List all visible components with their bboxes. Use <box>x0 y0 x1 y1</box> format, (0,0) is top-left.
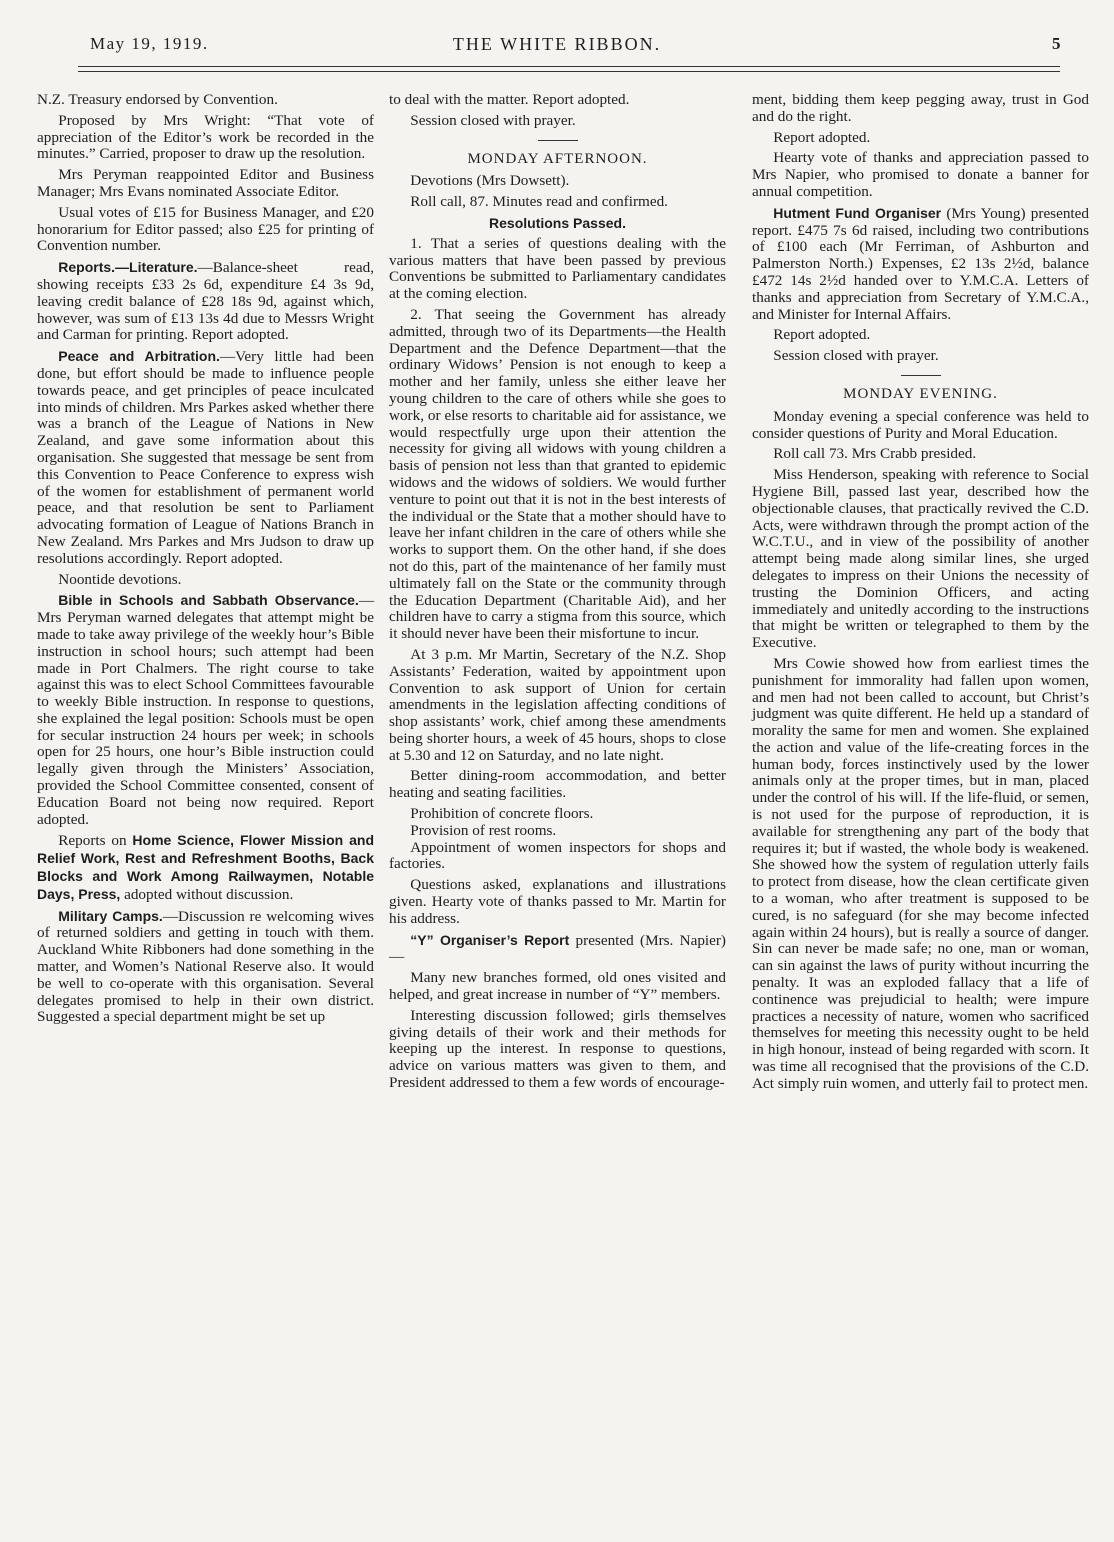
column-1 <box>37 92 374 1030</box>
section-divider <box>901 375 941 376</box>
paragraph: ment, bidding them keep pegging away, trust in God and do the right. <box>752 91 1089 125</box>
paragraph: Roll call, 87. Minutes read and confirmed. <box>410 193 668 211</box>
paragraph: N.Z. Treasury endorsed by Convention. <box>37 91 278 108</box>
paragraph: Mrs Peryman reappointed Editor and Business Manager; Mrs Evans nominated Associate Editor. <box>37 166 374 200</box>
column-2 <box>389 92 726 1096</box>
run-in-heading: Bible in Schools and Sabbath Observance. <box>58 592 359 609</box>
paragraph-text: adopted without discussion. <box>120 885 294 903</box>
header-rule-2 <box>78 71 1060 72</box>
paragraph: Interesting discussion followed; girls themselves giving details of their work and their methods for keeping up the interest. In response to questions, advice on various matters was given to them, and President addressed to them a few words of encourage- <box>389 1006 726 1092</box>
paragraph: Monday evening a special conference was held to consider questions of Purity and Moral Education. <box>752 407 1089 442</box>
section-heading: MONDAY AFTERNOON. <box>467 150 648 167</box>
run-in-heading: Military Camps. <box>58 907 163 924</box>
paragraph: Proposed by Mrs Wright: “That vote of appreciation of the Editor’s work be recorded in the minutes.” Carried, proposer to draw up the resolution. <box>37 111 374 163</box>
paragraph <box>389 932 726 967</box>
paragraph: Mrs Cowie showed how from earliest times the punishment for immorality had fallen upon women, and men had not been called to account, but Christ’s judgment was quite different. He held up a standard of morality the same for men and women. She explained the action and value of the life-creating forces in the human body, forces instinctively used by the lower animals only at the proper times, but in man, placed under the control of his will. If the life-fluid, or semen, is not used for the purpose of reproduction, it is available for strengthening any part of the body that requires it; but if wasted, the whole body is weakened. She showed how the system of regulation utterly fails to protect from disease, how the clean certificate given to a woman, who after treatment is supposed to be cured, is no safeguard (for she may become infected again within 24 hours), but is really a source of danger. Sin can never be made safe; no one, man or woman, can sin against the laws of purity without incurring the penalty. It was an exploded fallacy that a life of continence was prejudicial to health; were impure practices a necessity of nature, women who sacrificed themselves for meeting this necessity ought to be held in high honour, instead of being regarded with scorn. It was time all recognised that the provisions of the C.D. Act simply ruin women, and utterly fail to protect men. <box>752 654 1089 1092</box>
paragraph: 1. That a series of questions dealing with the various matters that have been passed by previous Conventions be submitted to Parliamentary candidates at the coming election. <box>389 234 726 303</box>
run-in-heading: Home Science, Flower Mission and Relief Work, Rest and Refreshment Booths, Back Blocks and Work Among Railwaymen, Notable Days, Press, <box>37 832 374 902</box>
paragraph: At 3 p.m. Mr Martin, Secretary of the N.Z. Shop Assistants’ Federation, waited by appointment upon Convention to ask support of Union for certain amendments in the legislation affecting conditions of shop assistants’ work, chief among these amendments being shorter hours, a week of 45 hours, shops to close at 5.30 and 12 on Saturday, and no late night. <box>389 645 726 764</box>
paragraph: Better dining-room accommodation, and better heating and seating facilities. <box>389 767 726 802</box>
paragraph: Miss Henderson, speaking with reference to Social Hygiene Bill, passed last year, described how the objectionable clauses, that practically revived the C.D. Acts, were withdrawn through the prompt action of the W.C.T.U., and in view of the possibility of another attempt being made along similar lines, she urged delegates to impress on their Unions the necessity of trusting the Dominion Officers, and acting immediately and unitedly according to the instructions that might be written or telegraphed to them by the Executive. <box>752 466 1089 652</box>
paragraph: Session closed with prayer. <box>773 347 939 365</box>
paragraph: Questions asked, explanations and illustrations given. Hearty vote of thanks passed to Mr. Martin for his address. <box>389 876 726 927</box>
run-in-heading: Peace and Arbitration. <box>58 348 220 365</box>
paragraph-text: (Mrs Young) presented report. £475 7s 6d raised, including two contributions of £100 each (Mr Ferriman, of Ashburton and Palmerston North.) Expenses, £2 13s 2½d, balance £472 14s 2½d handed over to Y.M.C.A. Letters of thanks and appreciation from Secretary of Y.M.C.A., and Minister for Internal Affairs. <box>752 204 1089 323</box>
issue-date: May 19, 1919. <box>90 34 209 53</box>
paragraph-text: —Balance-sheet read, showing receipts £33 2s 6d, expenditure £4 3s 9d, leaving credit balance of £28 18s 9d, against which, however, was sum of £13 13s 4d due to Messrs Wright and Carman for printing. Report adopted. <box>37 259 374 344</box>
paragraph <box>752 205 1089 324</box>
list-item: Provision of rest rooms. <box>410 821 557 839</box>
paragraph <box>37 908 374 1027</box>
paragraph: Hearty vote of thanks and appreciation passed to Mrs Napier, who promised to donate a banner for annual competition. <box>752 149 1089 200</box>
paragraph-text: presented (Mrs. Napier)— <box>389 931 726 966</box>
header-rule <box>78 66 1060 67</box>
paragraph-text: —Discussion re welcoming wives of returned soldiers and getting in touch with them. Auckland White Ribboners had done something in the matter, and Women’s National Reserve also. It would be well to co-operate with this organisation. Several delegates promised to help in their own district. Suggested a special department might be set up <box>37 907 375 1026</box>
paragraph <box>37 348 374 567</box>
run-in-heading: Reports.—Literature. <box>58 259 198 276</box>
paragraph: Appointment of women inspectors for shops and factories. <box>389 838 726 873</box>
paragraph: Session closed with prayer. <box>410 111 576 129</box>
paragraph: Usual votes of £15 for Business Manager, and £20 honorarium for Editor passed; also £25 for printing of Convention number. <box>37 203 374 255</box>
section-heading: MONDAY EVENING. <box>843 385 998 402</box>
paragraph: Report adopted. <box>773 326 871 344</box>
paragraph <box>37 259 374 344</box>
run-in-heading: “Y” Organiser’s Report <box>410 931 570 948</box>
paragraph-text: Reports on <box>58 832 133 850</box>
section-divider <box>538 140 578 141</box>
paragraph <box>37 592 374 828</box>
paragraph: 2. That seeing the Government has already admitted, through two of its Departments—the Health Department and the Defence Department—that the ordinary Widows’ Pension is not enough to keep a mother and her family, unless she either leave her young children to the care of others while she goes to work, or else resorts to charitable aid for assistance, we would respectfully urge upon their attention the necessity for giving all widows with young children a basis of pension not less than that granted to epidemic widows and the widows of soldiers. We would further venture to point out that it is not in the best interests of the individual or the State that a mother should have to leave her infant children in the care of others while she works to support them. On the other hand, if she does not do this, part of the maintenance of her family must ultimately fall on the State or the community through the Education Department (Charitable Aid), and her children have to carry a stigma from this source, which it should never have been their misfortune to incur. <box>389 305 726 643</box>
paragraph: Roll call 73. Mrs Crabb presided. <box>773 445 977 463</box>
page-title: THE WHITE RIBBON. <box>452 34 662 54</box>
column-3 <box>752 92 1089 1097</box>
subsection-heading: Resolutions Passed. <box>489 214 626 231</box>
paragraph-text: —Mrs Peryman warned delegates that attempt might be made to take away privilege of the weekly hour’s Bible instruction in school hours; such attempt had been made in Port Chalmers. The right course to take against this was to elect School Committees favourable to weekly Bible instruction. In response to questions, she explained the legal position: Schools must be open for secular instruction 24 hours per week; in schools open for 25 hours, one hour’s Bible instruction could legally given through the Ministers’ Association, provided the School Committee consented, consent of Education Board not being now required. Report adopted. <box>37 592 374 828</box>
paragraph: Noontide devotions. <box>58 570 182 588</box>
paragraph-text: —Very little had been done, but effort should be made to influence people towards peace, and get principles of peace inculcated into minds of children. Mrs Parkes asked whether there was a branch of the League of Nations in New Zealand, and gave some information about this organisation. She suggested that message be sent from this Convention to Peace Conference to express wish of the women for establishment of permanent world peace, and that resolution be sent to Parliament advocating formation of League of Nations Branch in New Zealand. Mrs Parkes and Mrs Judson to draw up resolutions accordingly. Report adopted. <box>37 348 374 567</box>
paragraph <box>37 832 374 903</box>
list-item: Prohibition of concrete floors. <box>410 805 594 823</box>
run-in-heading: Hutment Fund Organiser <box>773 204 942 221</box>
page-number: 5 <box>1052 34 1062 53</box>
paragraph: Devotions (Mrs Dowsett). <box>410 172 570 190</box>
paragraph: Many new branches formed, old ones visited and helped, and great increase in number of “Y” members. <box>389 969 726 1004</box>
paragraph: Report adopted. <box>773 128 871 146</box>
paragraph: to deal with the matter. Report adopted. <box>389 91 630 108</box>
